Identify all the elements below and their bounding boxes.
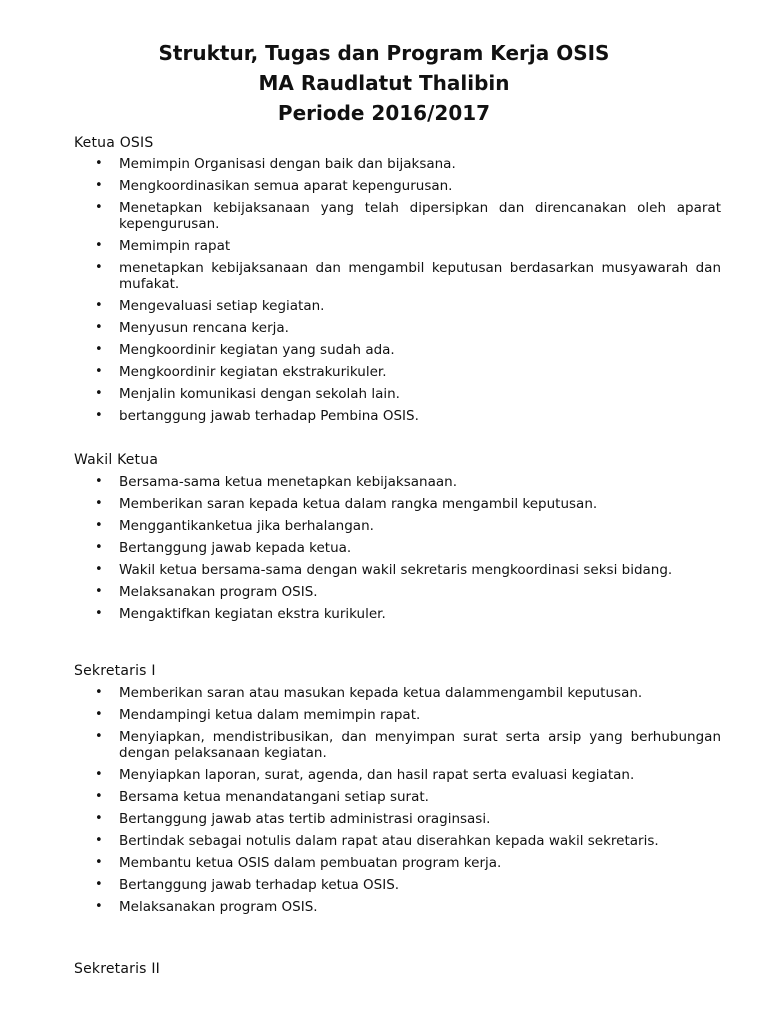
- section-list-ketua: [95, 156, 721, 430]
- bullet-icon: •: [95, 474, 103, 489]
- list-item: [95, 767, 721, 783]
- list-item-text: Melaksanakan program OSIS.: [119, 584, 318, 600]
- bullet-icon: •: [95, 707, 103, 722]
- list-item: [95, 606, 721, 622]
- bullet-icon: •: [95, 811, 103, 826]
- bullet-icon: •: [95, 518, 103, 533]
- list-item: [95, 833, 721, 849]
- list-item-text: Menyiapkan, mendistribusikan, dan menyimpan surat serta arsip yang berhubungan dengan pelaksanaan kegiatan.: [119, 729, 721, 761]
- list-item: [95, 811, 721, 827]
- list-item: [95, 729, 721, 761]
- list-item: [95, 238, 721, 254]
- bullet-icon: •: [95, 342, 103, 357]
- section-heading-sekretaris-2: Sekretaris II: [74, 961, 160, 977]
- list-item-text: bertanggung jawab terhadap Pembina OSIS.: [119, 408, 419, 424]
- list-item: [95, 518, 721, 534]
- section-list-wakil-ketua: [95, 474, 721, 628]
- list-item: [95, 298, 721, 314]
- list-item-text: Mengevaluasi setiap kegiatan.: [119, 298, 325, 314]
- bullet-icon: •: [95, 606, 103, 621]
- list-item-text: Menggantikanketua jika berhalangan.: [119, 518, 374, 534]
- list-item: [95, 562, 721, 578]
- list-item-text: Mengkoordinir kegiatan ekstrakurikuler.: [119, 364, 387, 380]
- list-item-text: Bersama-sama ketua menetapkan kebijaksanaan.: [119, 474, 458, 490]
- bullet-icon: •: [95, 298, 103, 313]
- bullet-icon: •: [95, 178, 103, 193]
- list-item-text: Bertanggung jawab kepada ketua.: [119, 540, 352, 556]
- bullet-icon: •: [95, 320, 103, 335]
- list-item: [95, 178, 721, 194]
- list-item: [95, 584, 721, 600]
- list-item-text: Bersama ketua menandatangani setiap surat.: [119, 789, 429, 805]
- title-line-2: MA Raudlatut Thalibin: [258, 71, 510, 95]
- bullet-icon: •: [95, 685, 103, 700]
- list-item: [95, 877, 721, 893]
- list-item: [95, 200, 721, 232]
- list-item: [95, 496, 721, 512]
- list-item: [95, 386, 721, 402]
- bullet-icon: •: [95, 496, 103, 511]
- list-item-text: Menjalin komunikasi dengan sekolah lain.: [119, 386, 400, 402]
- list-item: [95, 685, 721, 701]
- list-item-text: Bertanggung jawab terhadap ketua OSIS.: [119, 877, 400, 893]
- section-list-sekretaris-1: [95, 685, 721, 921]
- bullet-icon: •: [95, 833, 103, 848]
- bullet-icon: •: [95, 364, 103, 379]
- bullet-icon: •: [95, 540, 103, 555]
- list-item-text: Menetapkan kebijaksanaan yang telah dipersipkan dan direncanakan oleh aparat kepengurusan.: [119, 200, 721, 232]
- bullet-icon: •: [95, 260, 103, 275]
- list-item-text: Menyiapkan laporan, surat, agenda, dan hasil rapat serta evaluasi kegiatan.: [119, 767, 635, 783]
- bullet-icon: •: [95, 200, 103, 215]
- list-item-text: Wakil ketua bersama-sama dengan wakil sekretaris mengkoordinasi seksi bidang.: [119, 562, 673, 578]
- bullet-icon: •: [95, 562, 103, 577]
- list-item-text: Membantu ketua OSIS dalam pembuatan program kerja.: [119, 855, 502, 871]
- list-item-text: Bertindak sebagai notulis dalam rapat atau diserahkan kepada wakil sekretaris.: [119, 833, 659, 849]
- list-item-text: Mendampingi ketua dalam memimpin rapat.: [119, 707, 421, 723]
- list-item: [95, 364, 721, 380]
- bullet-icon: •: [95, 899, 103, 914]
- bullet-icon: •: [95, 789, 103, 804]
- list-item: [95, 156, 721, 172]
- list-item: [95, 408, 721, 424]
- bullet-icon: •: [95, 855, 103, 870]
- bullet-icon: •: [95, 729, 103, 744]
- list-item-text: Memimpin Organisasi dengan baik dan bijaksana.: [119, 156, 456, 172]
- list-item-text: Memberikan saran atau masukan kepada ketua dalammengambil keputusan.: [119, 685, 643, 701]
- list-item-text: Memberikan saran kepada ketua dalam rangka mengambil keputusan.: [119, 496, 598, 512]
- list-item: [95, 707, 721, 723]
- bullet-icon: •: [95, 767, 103, 782]
- list-item: [95, 540, 721, 556]
- list-item: [95, 320, 721, 336]
- bullet-icon: •: [95, 584, 103, 599]
- list-item-text: Bertanggung jawab atas tertib administrasi oraginsasi.: [119, 811, 491, 827]
- list-item: [95, 789, 721, 805]
- list-item-text: Mengaktifkan kegiatan ekstra kurikuler.: [119, 606, 386, 622]
- title-line-3: Periode 2016/2017: [277, 101, 491, 125]
- list-item-text: Mengkoordinasikan semua aparat kepengurusan.: [119, 178, 453, 194]
- bullet-icon: •: [95, 386, 103, 401]
- list-item-text: Mengkoordinir kegiatan yang sudah ada.: [119, 342, 395, 358]
- bullet-icon: •: [95, 408, 103, 423]
- section-heading-ketua: Ketua OSIS: [74, 135, 154, 151]
- title-line-1: Struktur, Tugas dan Program Kerja OSIS: [158, 41, 610, 65]
- list-item: [95, 260, 721, 292]
- list-item-text: menetapkan kebijaksanaan dan mengambil keputusan berdasarkan musyawarah dan mufakat.: [119, 260, 721, 292]
- list-item: [95, 855, 721, 871]
- bullet-icon: •: [95, 877, 103, 892]
- bullet-icon: •: [95, 156, 103, 171]
- document-title: [0, 38, 768, 128]
- section-heading-wakil-ketua: Wakil Ketua: [74, 452, 159, 468]
- list-item: [95, 342, 721, 358]
- section-heading-sekretaris-1: Sekretaris I: [74, 663, 156, 679]
- bullet-icon: •: [95, 238, 103, 253]
- list-item: [95, 899, 721, 915]
- list-item-text: Memimpin rapat: [119, 238, 231, 254]
- list-item-text: Melaksanakan program OSIS.: [119, 899, 318, 915]
- list-item: [95, 474, 721, 490]
- list-item-text: Menyusun rencana kerja.: [119, 320, 289, 336]
